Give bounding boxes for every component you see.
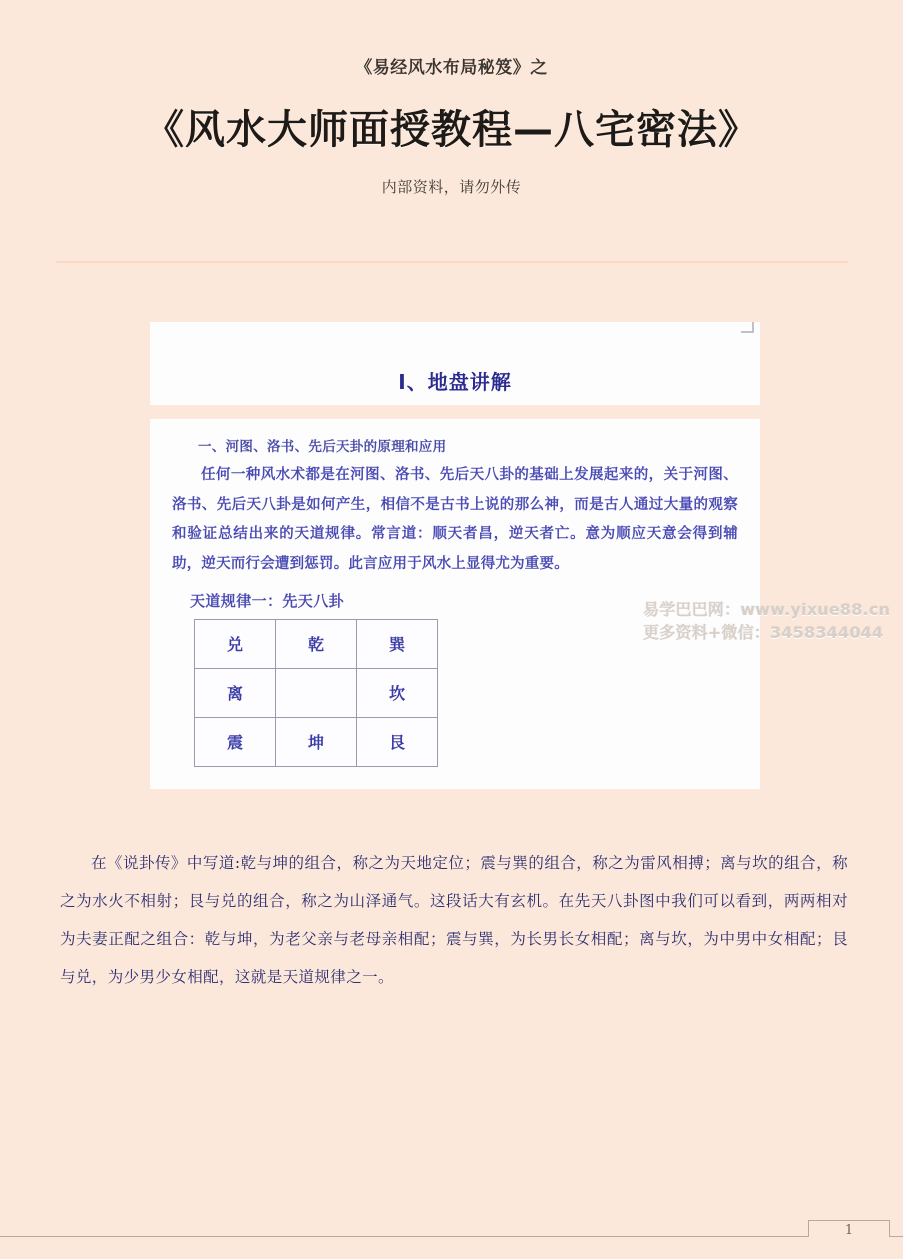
scan-header-block bbox=[150, 322, 760, 405]
embedded-scan-figure bbox=[150, 322, 760, 789]
corner-mark-icon bbox=[741, 322, 754, 333]
bagua-cell: 巽 bbox=[357, 619, 438, 668]
table-row bbox=[195, 668, 438, 717]
body-paragraph: 在《说卦传》中写道:乾与坤的组合，称之为天地定位；震与巽的组合，称之为雷风相搏；离与坎的组合，称之为水火不相射；艮与兑的组合，称之为山泽通气。这段话大有玄机。在先天八卦图中我们可以看到，两两相对为夫妻正配之组合：乾与坤，为老父亲与老母亲相配；震与巽，为长男长女相配；离与坎，为中男中女相配；艮与兑，为少男少女相配，这就是天道规律之一。 bbox=[60, 854, 848, 986]
bagua-table bbox=[194, 619, 438, 767]
page-number: 1 bbox=[808, 1220, 890, 1237]
table-row bbox=[195, 619, 438, 668]
document-subtitle: 内部资料，请勿外传 bbox=[381, 178, 522, 197]
page-title: 《风水大师面授教程—八宅密法》 bbox=[144, 107, 759, 154]
bagua-cell: 震 bbox=[195, 717, 276, 766]
scan-paragraph: 任何一种风水术都是在河图、洛书、先后天八卦的基础上发展起来的，关于河图、洛书、先后天八卦是如何产生，相信不是古书上说的那么神，而是古人通过大量的观察和验证总结出来的天道规律。常言道：顺天者昌，逆天者亡。意为顺应天意会得到辅助，逆天而行会遭到惩罚。此言应用于风水上显得尤为重要。 bbox=[172, 467, 738, 573]
bagua-cell: 兑 bbox=[195, 619, 276, 668]
bagua-cell: 坎 bbox=[357, 668, 438, 717]
scan-subsection-label: 一、河图、洛书、先后天卦的原理和应用 bbox=[198, 439, 447, 455]
scan-section-heading: Ⅰ、地盘讲解 bbox=[398, 370, 512, 394]
bagua-cell: 坤 bbox=[276, 717, 357, 766]
bagua-cell: 乾 bbox=[276, 619, 357, 668]
table-row bbox=[195, 717, 438, 766]
scan-content-block bbox=[150, 419, 760, 789]
title-block bbox=[0, 0, 903, 197]
scan-block-gap bbox=[150, 405, 760, 419]
bagua-cell-empty bbox=[276, 668, 357, 717]
bagua-cell: 离 bbox=[195, 668, 276, 717]
watermark-site-line: 易学巴巴网：www.yixue88.cn bbox=[643, 600, 891, 619]
bagua-cell: 艮 bbox=[357, 717, 438, 766]
footer-divider bbox=[0, 1236, 903, 1237]
horizontal-divider bbox=[56, 261, 848, 263]
bagua-table-title: 天道规律一：先天八卦 bbox=[190, 591, 345, 610]
watermark-wechat-line: 更多资料+微信：3458344044 bbox=[643, 623, 884, 643]
document-pretitle: 《易经风水布局秘笈》之 bbox=[355, 58, 548, 78]
